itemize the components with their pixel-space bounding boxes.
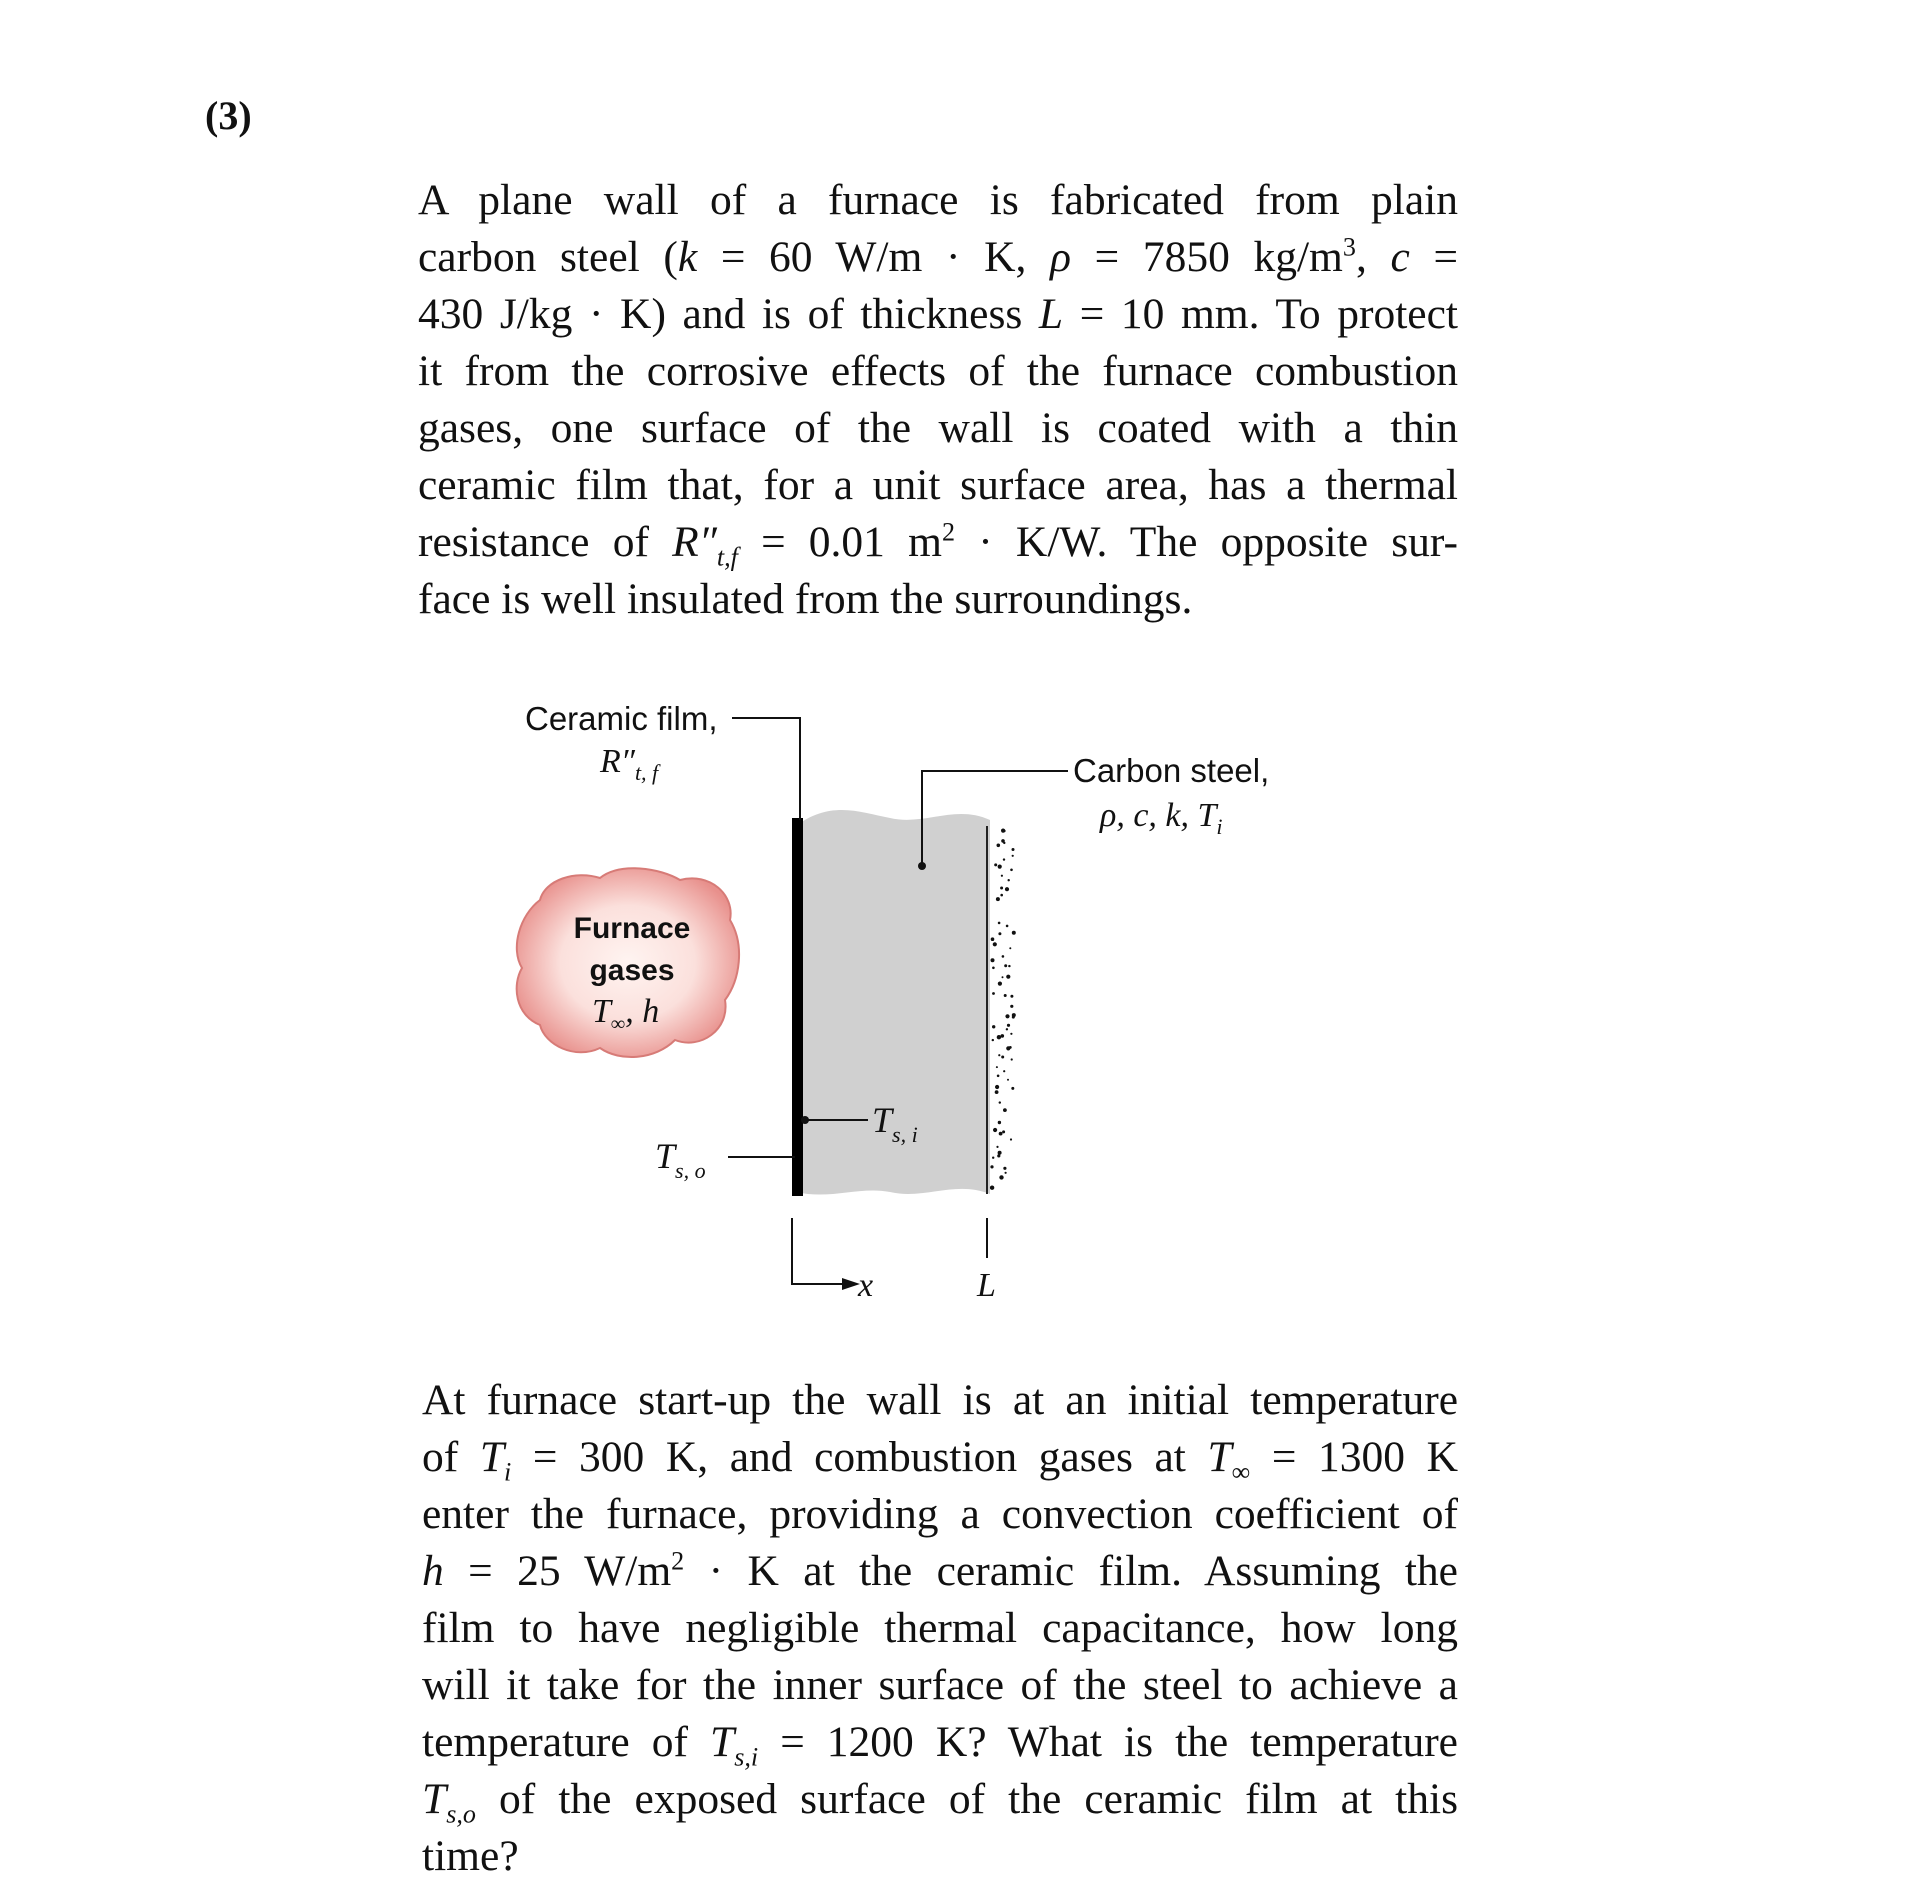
insulation-dot bbox=[997, 1075, 1000, 1078]
text-line: time? bbox=[422, 1832, 519, 1880]
furnace-gases-line2: gases bbox=[589, 954, 675, 987]
furnace-gases-line1: Furnace bbox=[573, 912, 691, 945]
carbon-steel-label: Carbon steel, bbox=[1073, 752, 1270, 789]
insulation-dot bbox=[995, 1085, 999, 1089]
insulation-dot bbox=[1003, 1108, 1007, 1112]
ceramic-leader bbox=[732, 718, 800, 820]
insulation-dot bbox=[1002, 955, 1005, 958]
insulation-dot bbox=[992, 1025, 995, 1028]
insulation-dot bbox=[1003, 858, 1005, 860]
insulation-dot bbox=[992, 967, 995, 970]
insulation-dot bbox=[1000, 894, 1003, 897]
insulation-dot bbox=[997, 1154, 1000, 1157]
text-line: $T_{s,o}$ of the exposed surface of the ceramic film at this bbox=[422, 1775, 1458, 1829]
insulation-dot bbox=[991, 937, 995, 941]
insulation-dot bbox=[990, 1165, 993, 1168]
text-line: A plane wall of a furnace is fabricated from plain bbox=[418, 176, 1458, 224]
L-label: L bbox=[977, 1267, 996, 1304]
insulation-dot bbox=[993, 942, 997, 946]
insulation-hatch bbox=[990, 829, 1016, 1190]
insulation-dot bbox=[1003, 1167, 1006, 1170]
insulation-dot bbox=[1010, 1138, 1012, 1140]
insulation-dot bbox=[1008, 965, 1010, 967]
text-line: film to have negligible thermal capacitance, how long bbox=[422, 1604, 1458, 1652]
insulation-dot bbox=[1005, 1014, 1009, 1018]
insulation-dot bbox=[998, 982, 1002, 986]
insulation-dot bbox=[1004, 994, 1007, 997]
insulation-dot bbox=[992, 1157, 994, 1159]
insulation-dot bbox=[998, 1054, 1000, 1056]
insulation-dot bbox=[996, 897, 1000, 901]
insulation-dot bbox=[1001, 875, 1003, 877]
text-line: At furnace start-up the wall is at an initial temperature bbox=[422, 1376, 1458, 1424]
insulation-dot bbox=[1002, 976, 1004, 978]
insulation-dot bbox=[1010, 995, 1013, 998]
text-line: face is well insulated from the surroundings. bbox=[418, 575, 1193, 623]
insulation-dot bbox=[1011, 1087, 1014, 1090]
text-line: of $T_i = 300$ K, and combustion gases at $T_\infty = 1300$ K bbox=[422, 1433, 1458, 1487]
text-line: carbon steel (k = 60 W/m · K, ρ = 7850 $kg/m^3$, c = bbox=[418, 232, 1458, 281]
insulation-dot bbox=[998, 1121, 1001, 1124]
insulation-dot bbox=[999, 1101, 1001, 1103]
insulation-dot bbox=[1006, 925, 1009, 928]
insulation-dot bbox=[1006, 1028, 1008, 1030]
insulation-dot bbox=[1010, 869, 1013, 872]
insulation-dot bbox=[1010, 1033, 1012, 1035]
insulation-dot bbox=[993, 1128, 997, 1132]
insulation-dot bbox=[1007, 1024, 1010, 1027]
insulation-dot bbox=[998, 932, 1001, 935]
insulation-dot bbox=[1005, 1172, 1007, 1174]
x-axis-label: x bbox=[858, 1267, 874, 1304]
steel-leader-dot bbox=[918, 862, 926, 870]
insulation-dot bbox=[992, 1039, 994, 1041]
carbon-steel-props: ρ, c, k, $T_i$ bbox=[1100, 797, 1223, 839]
ceramic-film-label: Ceramic film, bbox=[525, 700, 718, 737]
insulation-dot bbox=[1003, 842, 1005, 844]
insulation-dot bbox=[998, 922, 1001, 925]
insulation-dot bbox=[998, 1151, 1002, 1155]
insulation-dot bbox=[1012, 931, 1016, 935]
insulation-dot bbox=[1005, 887, 1009, 891]
insulation-dot bbox=[999, 1132, 1003, 1136]
insulation-dot bbox=[990, 1186, 994, 1190]
tsi-label: $T_{s, i}$ bbox=[872, 1100, 918, 1147]
insulation-dot bbox=[1001, 1056, 1004, 1059]
insulation-dot bbox=[1000, 887, 1003, 890]
insulation-dot bbox=[992, 992, 995, 995]
insulation-dot bbox=[1009, 947, 1011, 949]
ceramic-film bbox=[792, 818, 803, 1196]
problem-number: (3) bbox=[205, 93, 252, 138]
text-line: enter the furnace, providing a convection coefficient of bbox=[422, 1490, 1458, 1538]
text-line: resistance of $R''_{t,f} = 0.01$ $m^2 \cdot K/W$. The opposite sur- bbox=[418, 517, 1458, 572]
insulation-dot bbox=[999, 1175, 1003, 1179]
insulation-dot bbox=[997, 844, 1001, 848]
text-line: h = 25 $W/m^2 \cdot K$ at the ceramic film. Assuming the bbox=[422, 1546, 1458, 1595]
furnace-gases-symbols: $T_\infty$, h bbox=[592, 993, 660, 1035]
insulation-dot bbox=[996, 1066, 998, 1068]
tsi-dot bbox=[801, 1116, 809, 1124]
text-line: will it take for the inner surface of the steel to achieve a bbox=[422, 1661, 1458, 1709]
insulation-dot bbox=[1010, 1005, 1013, 1008]
insulation-dot bbox=[1012, 855, 1014, 857]
insulation-dot bbox=[994, 863, 997, 866]
insulation-dot bbox=[1006, 975, 1010, 979]
insulation-dot bbox=[998, 865, 1002, 869]
insulation-dot bbox=[1007, 1079, 1009, 1081]
text-line: 430 J/kg · K) and is of thickness L = 10 mm. To protect bbox=[418, 290, 1458, 338]
text-line: it from the corrosive effects of the furnace combustion bbox=[418, 347, 1458, 395]
text-line: ceramic film that, for a unit surface area, has a thermal bbox=[418, 461, 1458, 509]
tso-label: $T_{s, o}$ bbox=[655, 1136, 706, 1183]
insulation-dot bbox=[1002, 1130, 1005, 1133]
insulation-dot bbox=[995, 1090, 999, 1094]
problem-question bbox=[422, 1372, 1458, 1885]
insulation-dot bbox=[1009, 1046, 1012, 1049]
insulation-dot bbox=[1011, 1058, 1013, 1060]
insulation-dot bbox=[997, 1035, 1001, 1039]
insulation-dot bbox=[1008, 879, 1010, 881]
insulation-dot bbox=[1012, 1013, 1016, 1017]
ceramic-film-symbol: $R''_{t, f}$ bbox=[600, 743, 659, 785]
insulation-dot bbox=[1004, 964, 1007, 967]
insulation-dot bbox=[1012, 848, 1015, 851]
insulation-dot bbox=[1003, 1070, 1005, 1072]
x-axis bbox=[792, 1218, 845, 1284]
text-line: gases, one surface of the wall is coated with a thin bbox=[418, 404, 1458, 452]
insulation-dot bbox=[1001, 829, 1005, 833]
text-line: temperature of $T_{s,i} = 1200$ K? What is the temperature bbox=[422, 1718, 1458, 1772]
insulation-dot bbox=[991, 958, 995, 962]
insulation-dot bbox=[996, 1146, 998, 1148]
